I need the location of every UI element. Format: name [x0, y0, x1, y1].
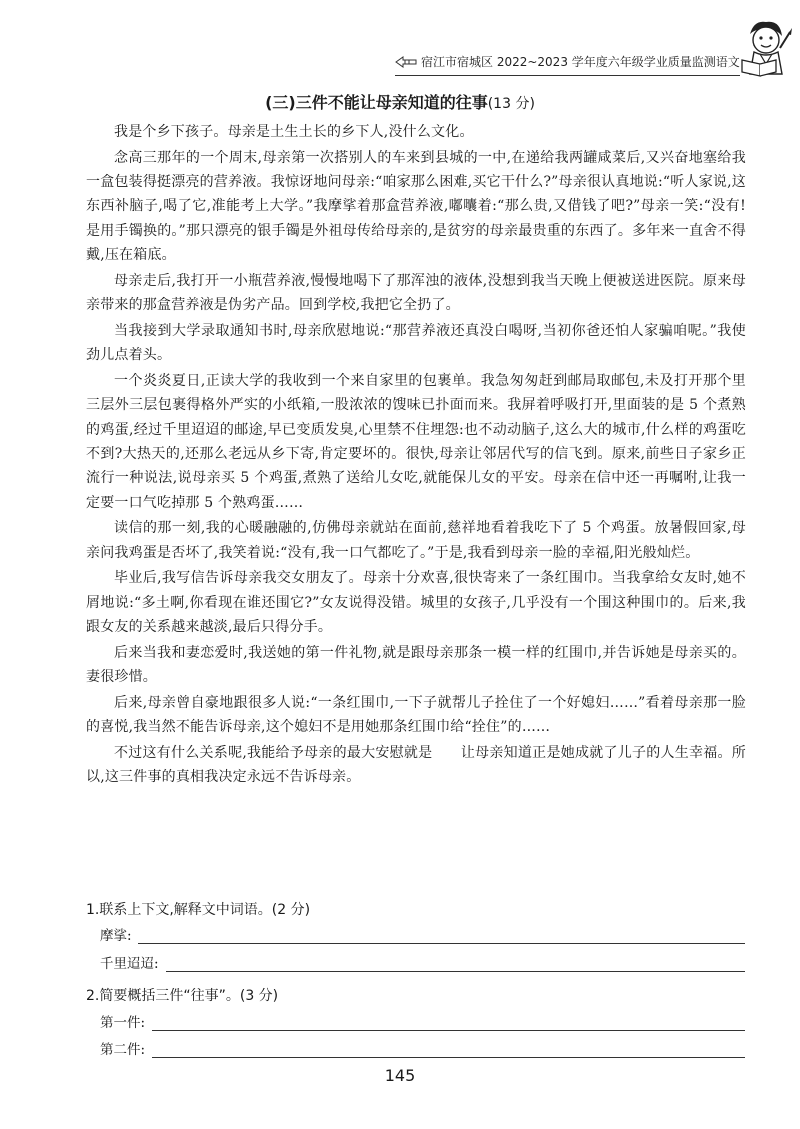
paragraph: 母亲走后,我打开一小瓶营养液,慢慢地喝下了那浑浊的液体,没想到我当天晚上便被送进医院。原来母亲带来的那盒营养液是伪劣产品。回到学校,我把它全扔了。	[86, 272, 746, 314]
cartoon-student-illustration	[736, 14, 794, 82]
header-rule	[395, 75, 740, 76]
paragraph: 当我接到大学录取通知书时,母亲欣慰地说:“那营养液还真没白喝呀,当初你爸还怕人家骗咱呢。”我使劲儿点着头。	[86, 322, 746, 364]
paragraph: 后来,母亲曾自豪地跟很多人说:“一条红围巾,一下子就帮儿子拴住了一个好媳妇……”看着母亲那一脸的喜悦,我当然不能告诉母亲,这个媳妇不是用她那条红围巾给“拴住”的……	[86, 694, 746, 736]
paragraph: 读信的那一刻,我的心暖融融的,仿佛母亲就站在面前,慈祥地看着我吃下了 5 个鸡蛋。放暑假回家,母亲问我鸡蛋是否坏了,我笑着说:“没有,我一口气都吃了。”于是,我看到母亲一脸的幸福,阳光般灿烂。	[86, 520, 746, 561]
answer-label: 摩挲:	[100, 928, 132, 944]
answer-blank[interactable]	[152, 1030, 745, 1031]
answer-label: 千里迢迢:	[100, 956, 159, 972]
article-body	[86, 120, 746, 791]
answer-line-2b[interactable]	[100, 1040, 745, 1060]
answer-label: 第一件:	[100, 1015, 146, 1031]
running-header	[395, 52, 740, 74]
answer-blank[interactable]	[152, 1057, 745, 1058]
section-title	[0, 92, 800, 115]
paragraph: 不过这有什么关系呢,我能给予母亲的最大安慰就是 让母亲知道正是她成就了儿子的人生幸福。所以,这三件事的真相我决定永远不告诉母亲。	[86, 744, 746, 786]
answer-line-1a[interactable]	[100, 926, 745, 946]
section-title-main: (三)三件不能让母亲知道的往事	[265, 93, 488, 112]
paragraph: 一个炎炎夏日,正读大学的我收到一个来自家里的包裹单。我急匆匆赶到邮局取邮包,未及打开那个里三层外三层包裹得格外严实的小纸箱,一股浓浓的馊味已扑面而来。我屏着呼吸打开,里面装的是 5 个煮熟的鸡蛋,经过千里迢迢的邮途,早已变质发臭,心里禁不住埋怨:也不动动脑子,这么大的城市,什么样的鸡蛋吃不到?大热天的,还那么老远从乡下寄,肯定要坏的。很快,母亲让邻居代写的信飞到。原来,前些日子家乡正流行一种说法,说母亲买 5 个鸡蛋,煮熟了送给儿女吃,就能保儿女的平安。母亲在信中还一再嘱咐,让我一定要一口气吃掉那 5 个熟鸡蛋……	[86, 372, 746, 511]
answer-line-1b[interactable]	[100, 954, 745, 974]
answer-label: 第二件:	[100, 1042, 146, 1058]
answer-line-2a[interactable]	[100, 1013, 745, 1033]
question-2-prompt: 2.简要概括三件“往事”。(3 分)	[86, 988, 279, 1004]
running-header-text: 宿江市宿城区 2022~2023 学年度六年级学业质量监测语文	[421, 55, 740, 69]
answer-blank[interactable]	[138, 943, 745, 944]
page-number: 145	[384, 1066, 416, 1085]
answer-blank[interactable]	[166, 971, 745, 972]
paragraph: 毕业后,我写信告诉母亲我交女朋友了。母亲十分欢喜,很快寄来了一条红围巾。当我拿给女友时,她不屑地说:“多土啊,你看现在谁还围它?”女友说得没错。城里的女孩子,几乎没有一个围这种围巾的。后来,我跟女友的关系越来越淡,最后只得分手。	[86, 570, 746, 636]
paragraph: 我是个乡下孩子。母亲是土生土长的乡下人,没什么文化。	[114, 124, 474, 140]
paragraph: 后来当我和妻恋爱时,我送她的第一件礼物,就是跟母亲那条一模一样的红围巾,并告诉她是母亲买的。妻很珍惜。	[86, 644, 746, 686]
pencil-arrow-icon	[395, 56, 417, 68]
paragraph: 念高三那年的一个周末,母亲第一次搭别人的车来到县城的一中,在递给我两罐咸菜后,又兴奋地塞给我一盒包装得挺漂亮的营养液。我惊讶地问母亲:“咱家那么困难,买它干什么?”母亲很认真地说:“听人家说,这东西补脑子,喝了它,准能考上大学。”我摩挲着那盒营养液,嘟囔着:“那么贵,又借钱了吧?”母亲一笑:“没有!是用手镯换的。”那只漂亮的银手镯是外祖母传给母亲的,是贫穷的母亲最贵重的东西了。多年来一直舍不得戴,压在箱底。	[86, 149, 746, 264]
section-title-score: (13 分)	[487, 96, 535, 112]
question-1-prompt: 1.联系上下文,解释文中词语。(2 分)	[86, 902, 311, 918]
